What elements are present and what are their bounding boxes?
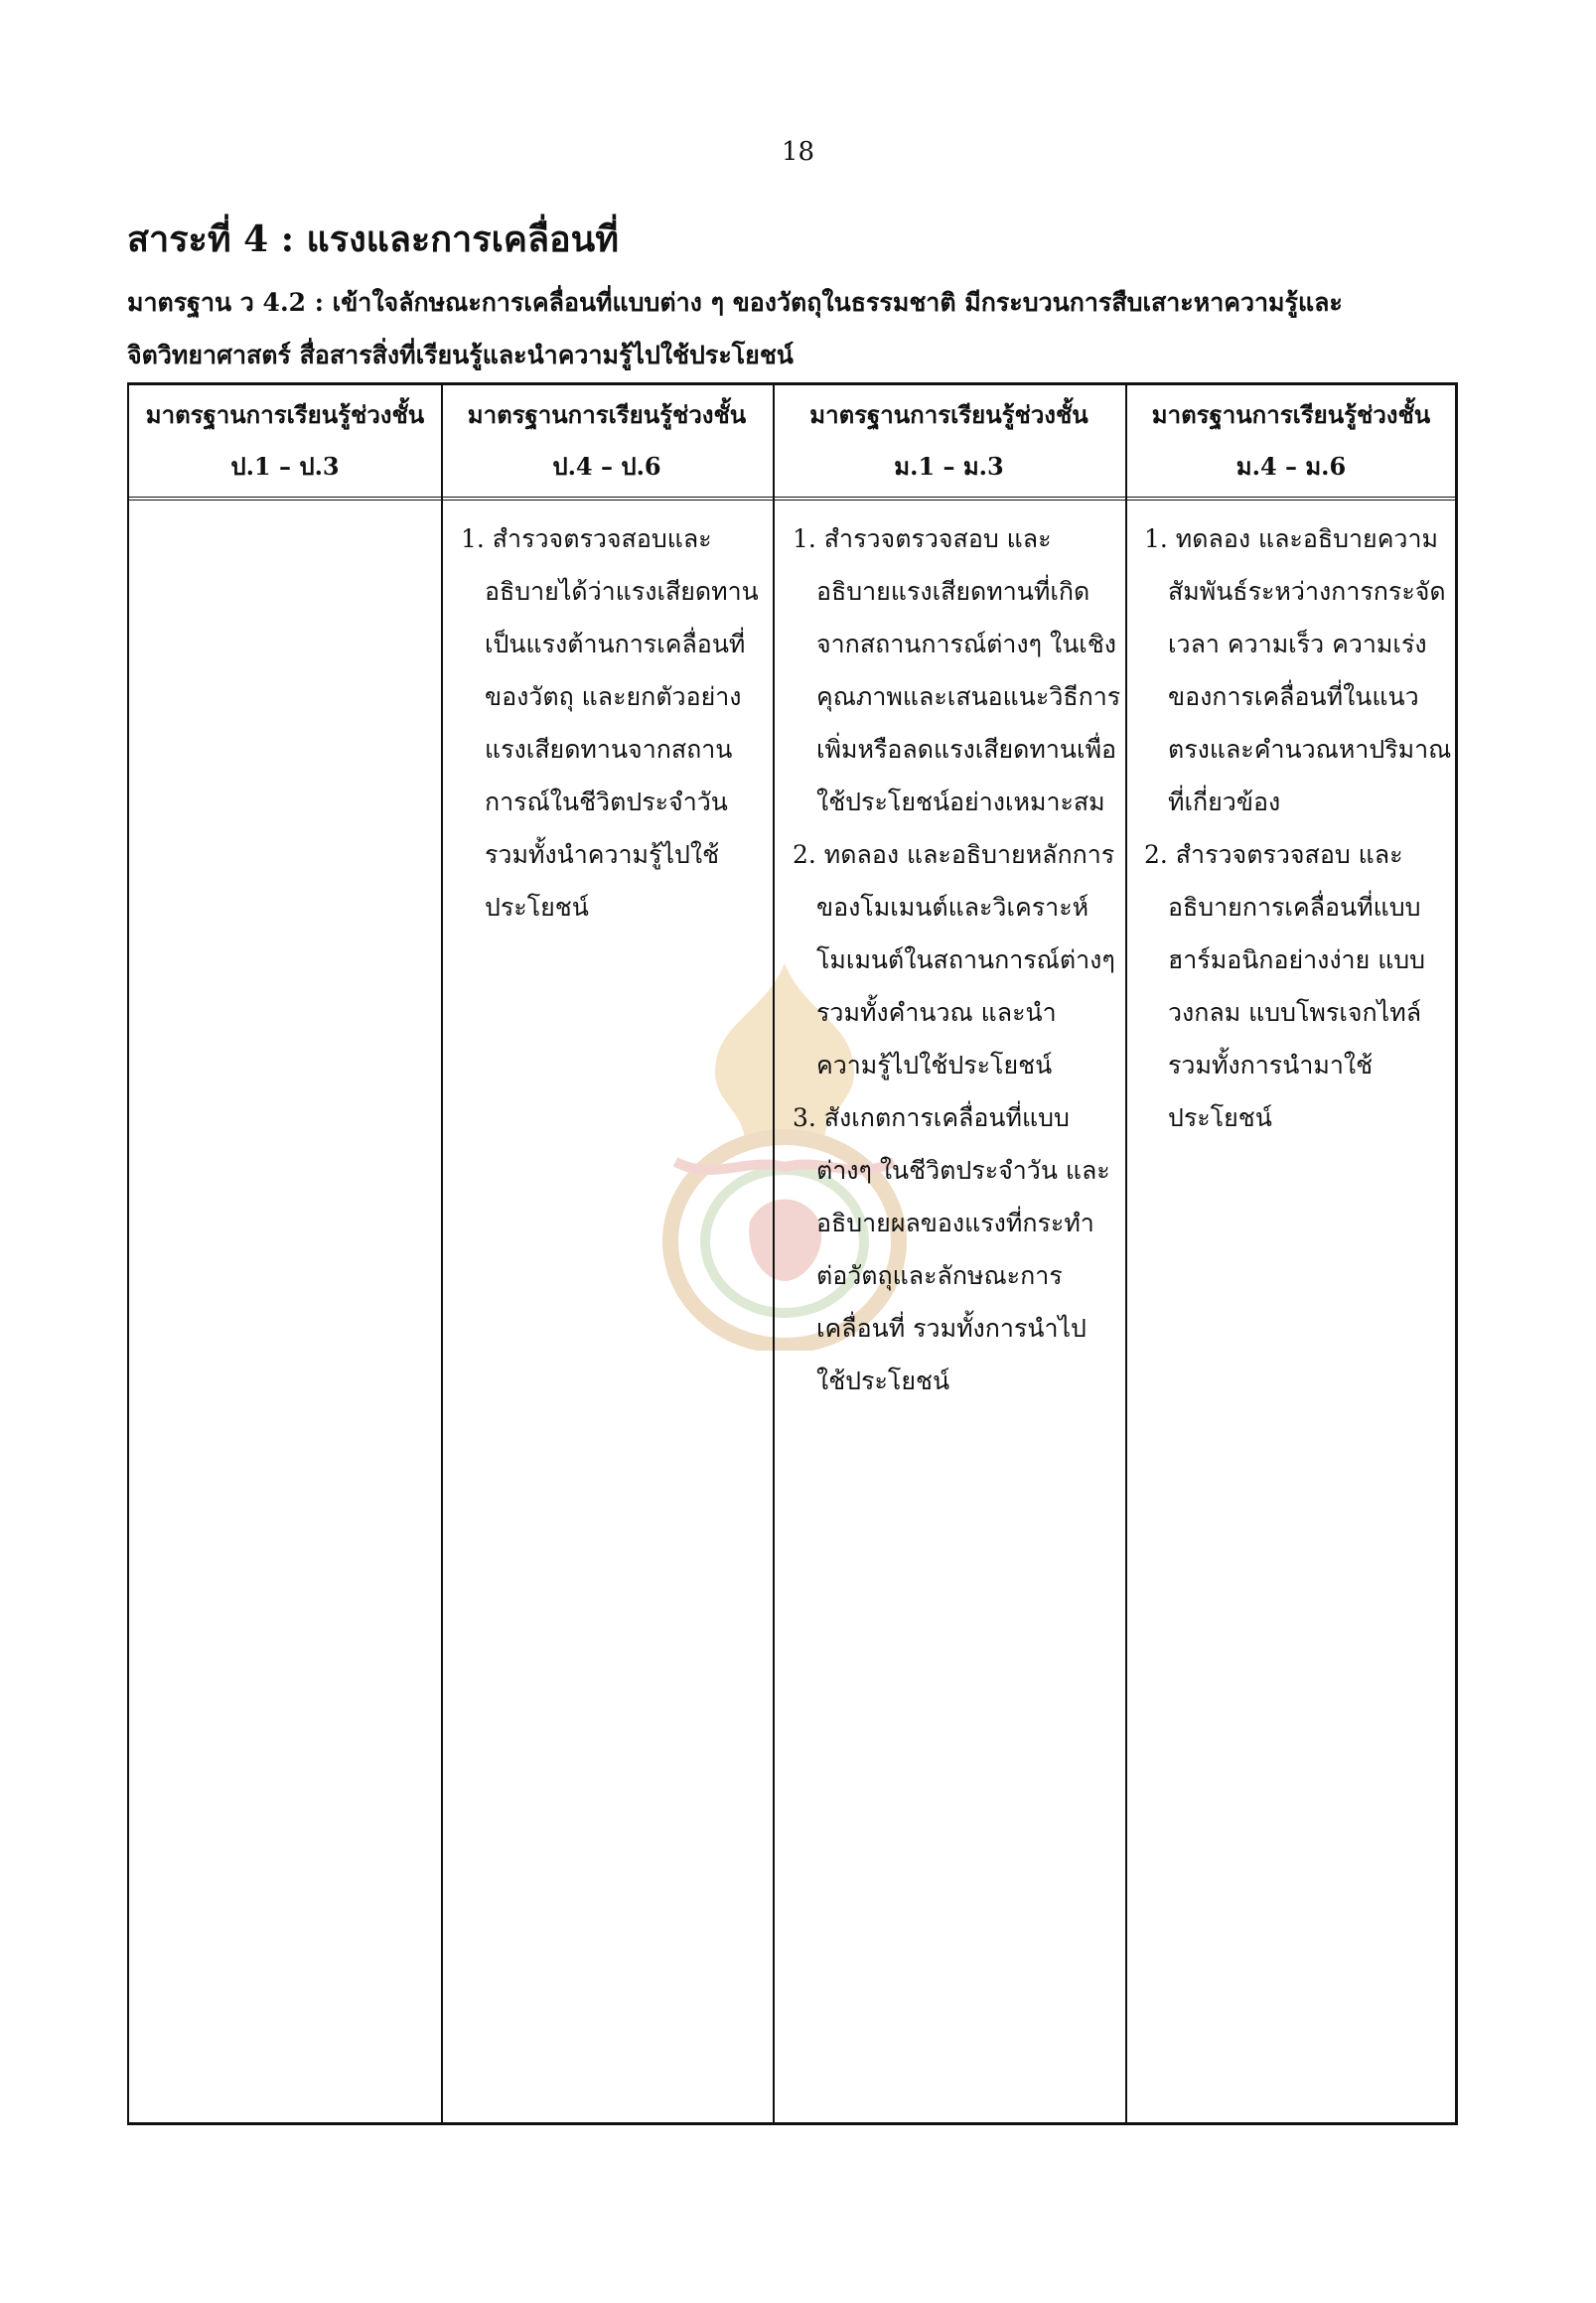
col3-item-3 — [793, 1091, 1115, 1407]
column-divider-3 — [1125, 385, 1127, 2122]
col2-item1-line: ประโยชน์ — [485, 893, 589, 922]
col4-item1-line: ที่เกี่ยวข้อง — [1168, 788, 1281, 816]
cell-col-2 — [461, 512, 759, 934]
col3-item-1 — [793, 512, 1121, 828]
header-col-3-line1: มาตรฐานการเรียนรู้ช่วงชั้น — [809, 400, 1088, 429]
col4-item1-line: สัมพันธ์ระหว่างการกระจัด — [1168, 577, 1446, 606]
col3-item2-line: รวมทั้งคำนวณ และนำ — [816, 998, 1057, 1027]
cell-col-4 — [1144, 512, 1452, 1144]
column-divider-2 — [773, 385, 775, 2122]
col4-item1-line: ตรงและคำนวณหาปริมาณ — [1168, 735, 1452, 764]
col3-item2-line: ความรู้ไปใช้ประโยชน์ — [816, 1051, 1053, 1080]
col2-item-1 — [461, 512, 759, 934]
col3-item3-line: เคลื่อนที่ รวมทั้งการนำไป — [816, 1314, 1087, 1343]
standard-line-2: จิตวิทยาศาสตร์ สื่อสารสิ่งที่เรียนรู้และนำความรู้ไปใช้ประโยชน์ — [127, 341, 794, 369]
col4-item2-line: ฮาร์มอนิกอย่างง่าย แบบ — [1168, 945, 1426, 974]
header-col-1 — [129, 385, 441, 497]
header-col-2-line2: ป.4 – ป.6 — [552, 452, 661, 481]
page-number: 18 — [781, 137, 815, 167]
header-separator — [129, 497, 1455, 501]
col3-item1-line: คุณภาพและเสนอแนะวิธีการ — [816, 682, 1121, 711]
column-divider-1 — [441, 385, 443, 2122]
header-col-4-line1: มาตรฐานการเรียนรู้ช่วงชั้น — [1151, 400, 1431, 429]
header-col-4 — [1125, 385, 1457, 497]
col3-item3-line: ต่อวัตถุและลักษณะการ — [816, 1261, 1063, 1290]
header-col-3-line2: ม.1 – ม.3 — [894, 452, 1004, 481]
header-col-2 — [441, 385, 773, 497]
col3-item1-line: จากสถานการณ์ต่างๆ ในเชิง — [816, 630, 1117, 658]
header-col-1-line2: ป.1 – ป.3 — [230, 452, 340, 481]
col3-item1-line: อธิบายแรงเสียดทานที่เกิด — [816, 577, 1090, 606]
standards-table — [127, 382, 1458, 2125]
col4-item2-line: วงกลม แบบโพรเจกไทล์ — [1168, 998, 1422, 1027]
col3-item1-line: ใช้ประโยชน์อย่างเหมาะสม — [816, 788, 1105, 816]
page-title: สาระที่ 4 : แรงและการเคลื่อนที่ — [127, 218, 619, 260]
col3-item-2 — [793, 828, 1115, 1091]
col2-item1-line: 1. สำรวจตรวจสอบและ — [461, 524, 712, 553]
col4-item1-line: เวลา ความเร็ว ความเร่ง — [1168, 630, 1427, 658]
col3-item2-line: 2. ทดลอง และอธิบายหลักการ — [793, 840, 1115, 869]
header-col-3 — [773, 385, 1125, 497]
cell-col-3 — [793, 512, 1121, 1407]
col3-item3-line: อธิบายผลของแรงที่กระทำ — [816, 1209, 1094, 1237]
col4-item2-line: 2. สำรวจตรวจสอบ และ — [1144, 840, 1403, 869]
header-col-2-line1: มาตรฐานการเรียนรู้ช่วงชั้น — [467, 400, 747, 429]
col4-item-1 — [1144, 512, 1452, 828]
col2-item1-line: การณ์ในชีวิตประจำวัน — [485, 788, 728, 816]
col2-item1-line: เป็นแรงต้านการเคลื่อนที่ — [485, 630, 746, 658]
col4-item1-line: 1. ทดลอง และอธิบายความ — [1144, 524, 1438, 553]
col4-item2-line: ประโยชน์ — [1168, 1103, 1272, 1132]
col4-item-2 — [1144, 828, 1447, 1144]
col3-item2-line: ของโมเมนต์และวิเคราะห์ — [816, 893, 1089, 922]
col2-item1-line: ของวัตถุ และยกตัวอย่าง — [485, 682, 742, 711]
col3-item1-line: 1. สำรวจตรวจสอบ และ — [793, 524, 1052, 553]
header-col-1-line1: มาตรฐานการเรียนรู้ช่วงชั้น — [145, 400, 425, 429]
standard-line-1: มาตรฐาน ว 4.2 : เข้าใจลักษณะการเคลื่อนที่แบบต่าง ๆ ของวัตถุในธรรมชาติ มีกระบวนการสืบเสาะหาความรู้และ — [127, 288, 1343, 317]
col4-item2-line: รวมทั้งการนำมาใช้ — [1168, 1051, 1374, 1080]
col3-item3-line: ใช้ประโยชน์ — [816, 1367, 950, 1395]
col3-item1-line: เพิ่มหรือลดแรงเสียดทานเพื่อ — [816, 735, 1117, 764]
col4-item1-line: ของการเคลื่อนที่ในแนว — [1168, 682, 1419, 711]
col4-item2-line: อธิบายการเคลื่อนที่แบบ — [1168, 893, 1421, 922]
col2-item1-line: รวมทั้งนำความรู้ไปใช้ — [485, 840, 720, 869]
col3-item2-line: โมเมนต์ในสถานการณ์ต่างๆ — [816, 945, 1115, 974]
col3-item3-line: ต่างๆ ในชีวิตประจำวัน และ — [816, 1156, 1110, 1185]
col2-item1-line: อธิบายได้ว่าแรงเสียดทาน — [485, 577, 759, 606]
col2-item1-line: แรงเสียดทานจากสถาน — [485, 735, 733, 764]
col3-item3-line: 3. สังเกตการเคลื่อนที่แบบ — [793, 1103, 1070, 1132]
header-col-4-line2: ม.4 – ม.6 — [1235, 452, 1347, 481]
